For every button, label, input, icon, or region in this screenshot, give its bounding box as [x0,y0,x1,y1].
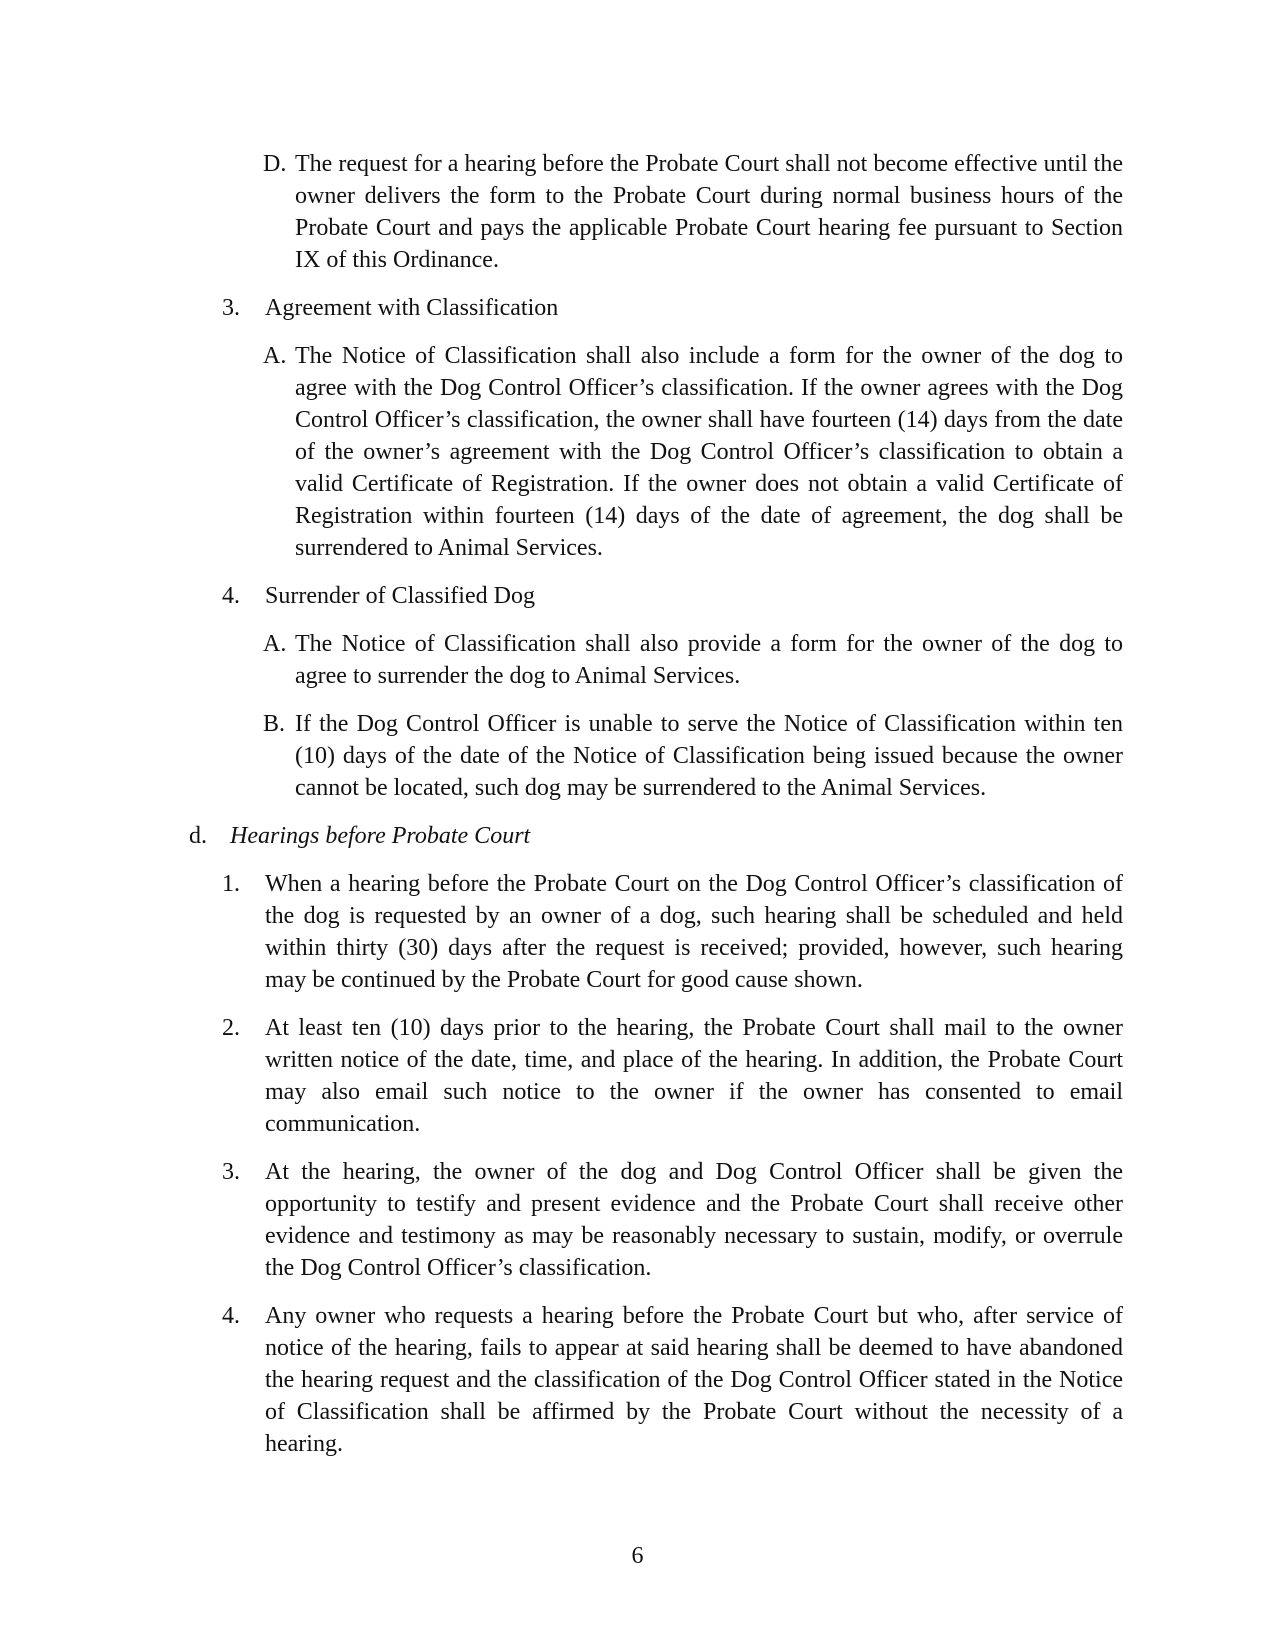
list-item-marker: 3. [222,1159,240,1185]
list-item-D [263,148,1123,276]
document-content [0,148,1275,1476]
list-item-marker: 4. [222,1303,240,1329]
list-item-text: At least ten (10) days prior to the hearing, the Probate Court shall mail to the owner written notice of the date, time, and place of the hearing. In addition, the Probate Court may also email such notice to the owner if the owner has consented to email communication. [265,1015,1123,1137]
list-item-A-agree-form [263,340,1123,564]
list-item-4-surrender [222,580,1123,612]
list-item-3-agreement [222,292,1123,324]
list-item-text: The Notice of Classification shall also include a form for the owner of the dog to agree with the Dog Control Officer’s classification. If the owner agrees with the Dog Control Officer’s classification, the owner shall have fourteen (14) days from the date of the owner’s agreement with the Dog Control Officer’s classification to obtain a valid Certificate of Registration. If the owner does not obtain a valid Certificate of Registration within fourteen (14) days of the date of agreement, the dog shall be surrendered to Animal Services. [295,343,1123,561]
list-item-marker: B. [263,711,286,737]
list-item-text: Surrender of Classified Dog [265,583,535,609]
list-item-3-testify [222,1156,1123,1284]
list-item-text: Agreement with Classification [265,295,559,321]
list-item-text: The request for a hearing before the Probate Court shall not become effective until the owner delivers the form to the Probate Court during normal business hours of the Probate Court and pays the applicable Probate Court hearing fee pursuant to Section IX of this Ordinance. [295,151,1123,273]
section-heading-hearings [189,820,1123,852]
list-item-2-notice-mail [222,1012,1123,1140]
list-item-marker: 1. [222,871,240,897]
list-item-marker: D. [263,151,287,177]
list-item-1-hearing-scheduled [222,868,1123,996]
list-item-4-abandoned [222,1300,1123,1460]
list-item-B-unable-serve [263,708,1123,804]
list-item-A-surrender-form [263,628,1123,692]
list-item-text: The Notice of Classification shall also provide a form for the owner of the dog to agree to surrender the dog to Animal Services. [295,631,1123,689]
section-heading-text: Hearings before Probate Court [230,823,531,849]
list-item-text: Any owner who requests a hearing before the Probate Court but who, after service of notice of the hearing, fails to appear at said hearing shall be deemed to have abandoned the hearing request and the classification of the Dog Control Officer stated in the Notice of Classification shall be affirmed by the Probate Court without the necessity of a hearing. [265,1303,1123,1457]
list-item-marker: d. [189,823,207,849]
list-item-marker: A. [263,631,287,657]
list-item-marker: 3. [222,295,240,321]
list-item-marker: 2. [222,1015,240,1041]
list-item-text: At the hearing, the owner of the dog and Dog Control Officer shall be given the opportunity to testify and present evidence and the Probate Court shall receive other evidence and testimony as may be reasonably necessary to sustain, modify, or overrule the Dog Control Officer’s classification. [265,1159,1123,1281]
page-number: 6 [631,1543,644,1569]
list-item-text: When a hearing before the Probate Court on the Dog Control Officer’s classification of the dog is requested by an owner of a dog, such hearing shall be scheduled and held within thirty (30) days after the request is received; provided, however, such hearing may be continued by the Probate Court for good cause shown. [265,871,1123,993]
list-item-marker: 4. [222,583,240,609]
list-item-marker: A. [263,343,287,369]
list-item-text: If the Dog Control Officer is unable to serve the Notice of Classification within ten (10) days of the date of the Notice of Classification being issued because the owner cannot be located, such dog may be surrendered to the Animal Services. [295,711,1123,801]
